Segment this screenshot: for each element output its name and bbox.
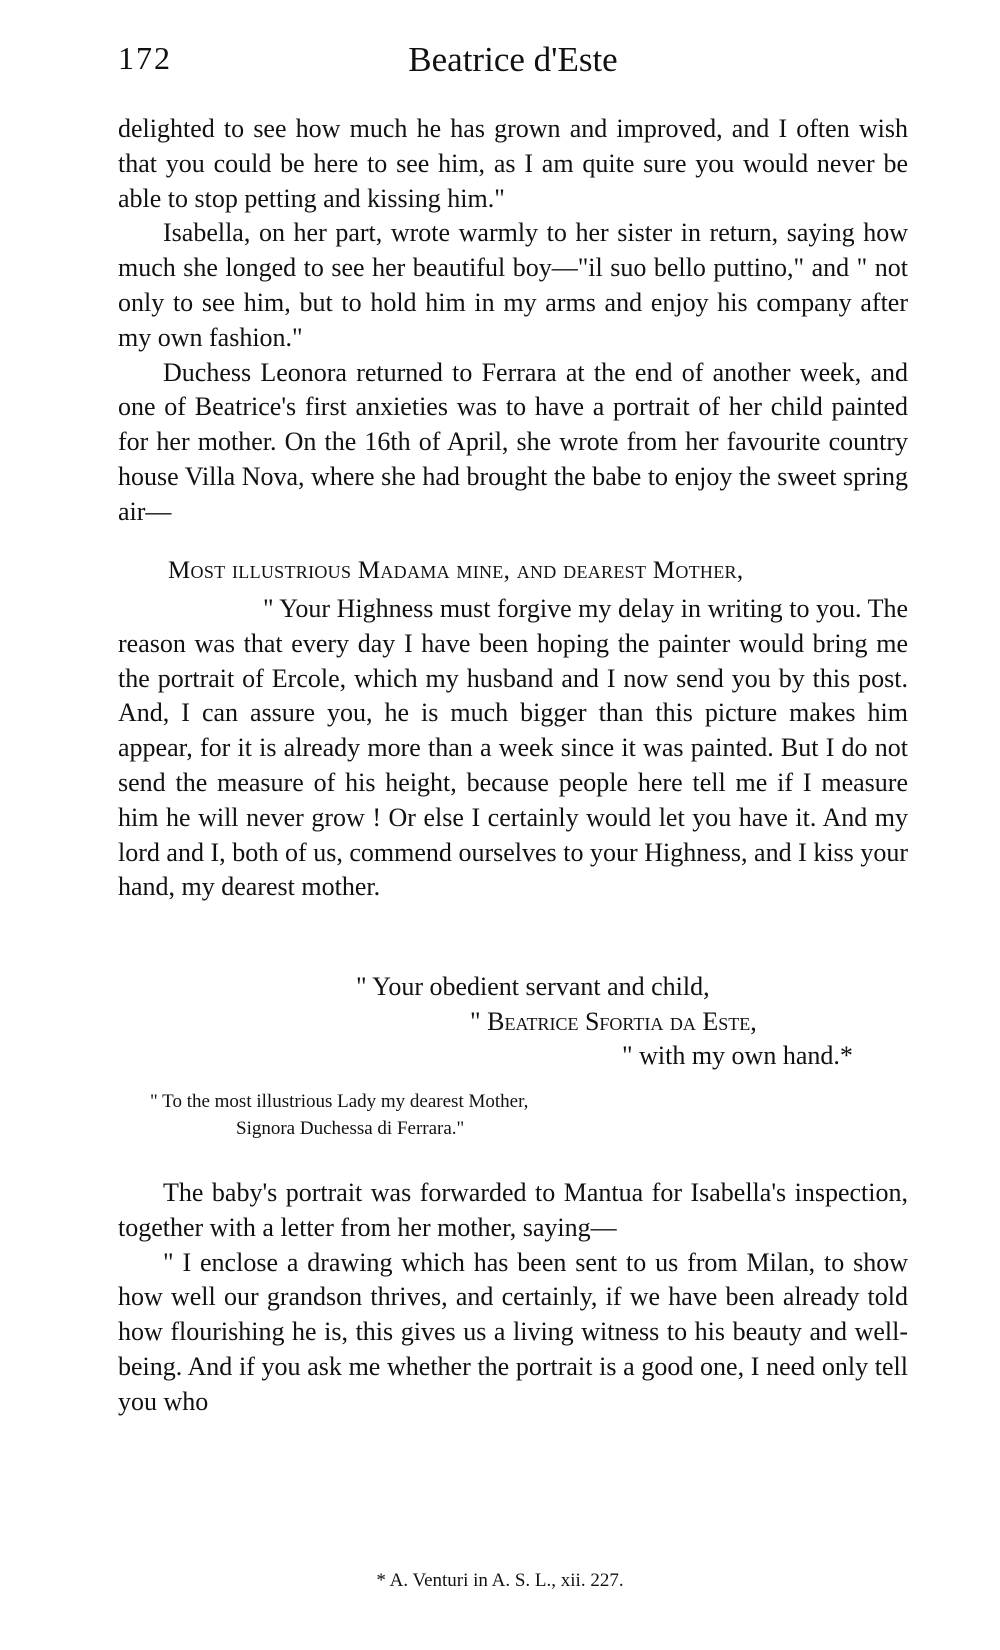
- paragraph-isabella: Isabella, on her part, wrote warmly to her sister in return, saying how much she longed to see her beautiful boy—"il suo bello puttino," and " not only to see him, but to hold him in my arms and enjoy his company after my own fashion.": [118, 218, 908, 352]
- page-header: [118, 40, 908, 88]
- letter-signature: " Beatrice Sfortia da Este,: [470, 1007, 757, 1036]
- body-text-upper: [118, 112, 908, 530]
- paragraph-continued: delighted to see how much he has grown and improved, and I often wish that you could be here to see him, as I am quite sure you would never be able to stop petting and kissing him.": [118, 114, 908, 213]
- page-number: 172: [118, 40, 172, 76]
- letter-own-hand: " with my own hand.*: [622, 1041, 853, 1070]
- footnote: * A. Venturi in A. S. L., xii. 227.: [376, 1570, 624, 1591]
- letter-text: " Your Highness must forgive my delay in writing to you. The reason was that every day I have been hoping the painter would bring me the portrait of Ercole, which my husband and I now send you by this post. And, I can assure you, he is much bigger than this picture makes him appear, for it is already more than a week since it was painted. But I do not send the measure of his height, because people here tell me if I measure him he will never grow ! Or else I certainly would let you have it. And my lord and I, both of us, commend ourselves to your Highness, and I kiss your hand, my dearest mother.: [118, 594, 908, 902]
- letter-closing-servant: " Your obedient servant and child,: [356, 972, 710, 1001]
- letter-address-line-1: " To the most illustrious Lady my dearest Mother,: [150, 1091, 529, 1112]
- letter-address-line-2: Signora Duchessa di Ferrara.": [236, 1118, 465, 1139]
- running-head: Beatrice d'Este: [408, 40, 618, 79]
- paragraph-portrait-forwarded: The baby's portrait was forwarded to Mantua for Isabella's inspection, together with a letter from her mother, saying—: [118, 1178, 908, 1242]
- letter-salutation: Most illustrious Madama mine, and dearest Mother,: [168, 557, 744, 584]
- paragraph-mother-letter: " I enclose a drawing which has been sent to us from Milan, to show how well our grandson thrives, and certainly, if we have been already told how flourishing he is, this gives us a living witness to his beauty and well-being. And if you ask me whether the portrait is a good one, I need only tell you who: [118, 1247, 908, 1416]
- letter-body: [118, 592, 908, 905]
- paragraph-duchess-leonora: Duchess Leonora returned to Ferrara at the end of another week, and one of Beatrice's first anxieties was to have a portrait of her child painted for her mother. On the 16th of April, she wrote from her favourite country house Villa Nova, where she had brought the babe to enjoy the sweet spring air—: [118, 357, 908, 526]
- body-text-lower: [118, 1176, 908, 1420]
